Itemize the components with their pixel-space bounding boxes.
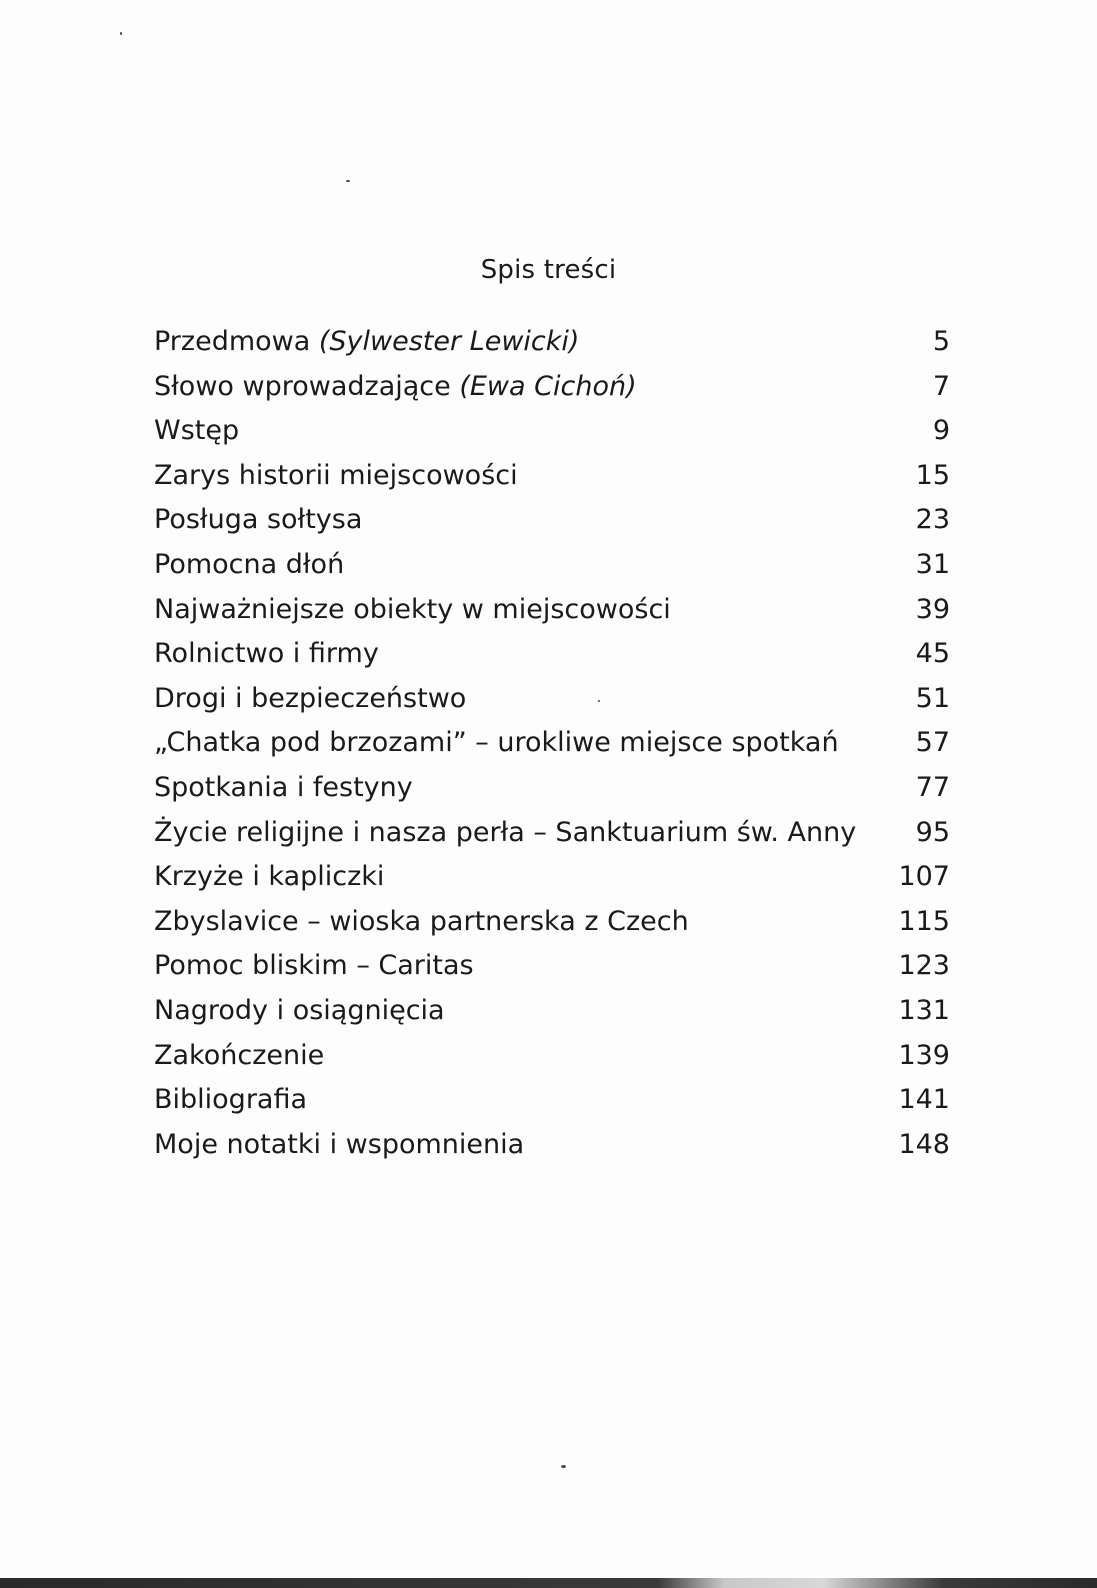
toc-page-number: 77 xyxy=(915,771,950,803)
toc-row xyxy=(154,498,950,543)
toc-page-number: 57 xyxy=(915,727,950,759)
scan-speck xyxy=(120,32,122,35)
toc-page-number: 131 xyxy=(898,994,950,1026)
toc-page-number: 45 xyxy=(915,638,950,670)
toc-row xyxy=(154,1123,950,1168)
toc-entry-title: Życie religijne i nasza perła – Sanktuarium św. Anny xyxy=(154,816,857,848)
toc-page-number: 31 xyxy=(915,548,950,580)
toc-entry xyxy=(154,320,579,365)
toc-row xyxy=(154,900,950,945)
toc-page-number: 148 xyxy=(898,1128,950,1160)
toc-entry-title: Moje notatki i wspomnienia xyxy=(154,1128,525,1160)
toc-entry-title: Zarys historii miejscowości xyxy=(154,459,518,491)
toc-row xyxy=(154,1078,950,1123)
scan-speck xyxy=(561,1465,566,1468)
toc-entry-title: Zakończenie xyxy=(154,1039,325,1071)
toc-entry-title: Posługa sołtysa xyxy=(154,504,363,536)
toc-entry-title: Krzyże i kapliczki xyxy=(154,861,385,893)
toc-entry-title: Najważniejsze obiekty w miejscowości xyxy=(154,593,671,625)
toc-entry-title: Bibliografia xyxy=(154,1084,308,1116)
toc-page-number: 107 xyxy=(898,861,950,893)
toc-page-number: 15 xyxy=(915,459,950,491)
toc-page-number: 95 xyxy=(915,816,950,848)
toc-entry-title: Spotkania i festyny xyxy=(154,771,413,803)
toc-entry-title: Pomocna dłoń xyxy=(154,548,345,580)
toc-heading: Spis treści xyxy=(480,255,617,285)
toc-page-number: 51 xyxy=(915,682,950,714)
toc-row xyxy=(154,588,950,633)
toc-row xyxy=(154,1034,950,1079)
toc-entry-title: Drogi i bezpieczeństwo xyxy=(154,682,467,714)
toc-entry-title: Przedmowa xyxy=(154,326,311,357)
toc-row xyxy=(154,811,950,856)
toc-row xyxy=(154,365,950,410)
toc-entry-title: Rolnictwo i firmy xyxy=(154,638,379,670)
toc-row xyxy=(154,409,950,454)
toc-row xyxy=(154,677,950,722)
toc-row xyxy=(154,320,950,365)
toc-entry xyxy=(154,365,637,410)
toc-row xyxy=(154,944,950,989)
toc-row xyxy=(154,454,950,499)
toc-page-number: 5 xyxy=(932,326,950,357)
toc-page-number: 141 xyxy=(898,1084,950,1116)
toc-page-number: 7 xyxy=(932,370,950,402)
toc-page-number: 115 xyxy=(898,905,950,937)
toc-list xyxy=(154,320,950,1167)
toc-row xyxy=(154,989,950,1034)
toc-entry-author: (Ewa Cichoń) xyxy=(459,370,637,402)
toc-entry-title: Pomoc bliskim – Caritas xyxy=(154,950,474,982)
toc-page-number: 9 xyxy=(932,415,950,447)
scan-border xyxy=(0,1578,1097,1588)
toc-row xyxy=(154,855,950,900)
toc-entry-title: Zbyslavice – wioska partnerska z Czech xyxy=(154,905,689,937)
toc-entry-title: Nagrody i osiągnięcia xyxy=(154,994,445,1026)
toc-entry-title: „Chatka pod brzozami” – urokliwe miejsce spotkań xyxy=(154,727,839,759)
toc-page-number: 123 xyxy=(898,950,950,982)
scan-speck xyxy=(346,180,350,182)
toc-row xyxy=(154,632,950,677)
toc-page-number: 139 xyxy=(898,1039,950,1071)
toc-entry-title: Słowo wprowadzające xyxy=(154,370,451,402)
toc-row xyxy=(154,543,950,588)
toc-row xyxy=(154,721,950,766)
toc-entry-author: (Sylwester Lewicki) xyxy=(318,326,580,357)
toc-page-number: 23 xyxy=(915,504,950,536)
toc-entry-title: Wstęp xyxy=(154,415,240,447)
toc-page-number: 39 xyxy=(915,593,950,625)
toc-row xyxy=(154,766,950,811)
